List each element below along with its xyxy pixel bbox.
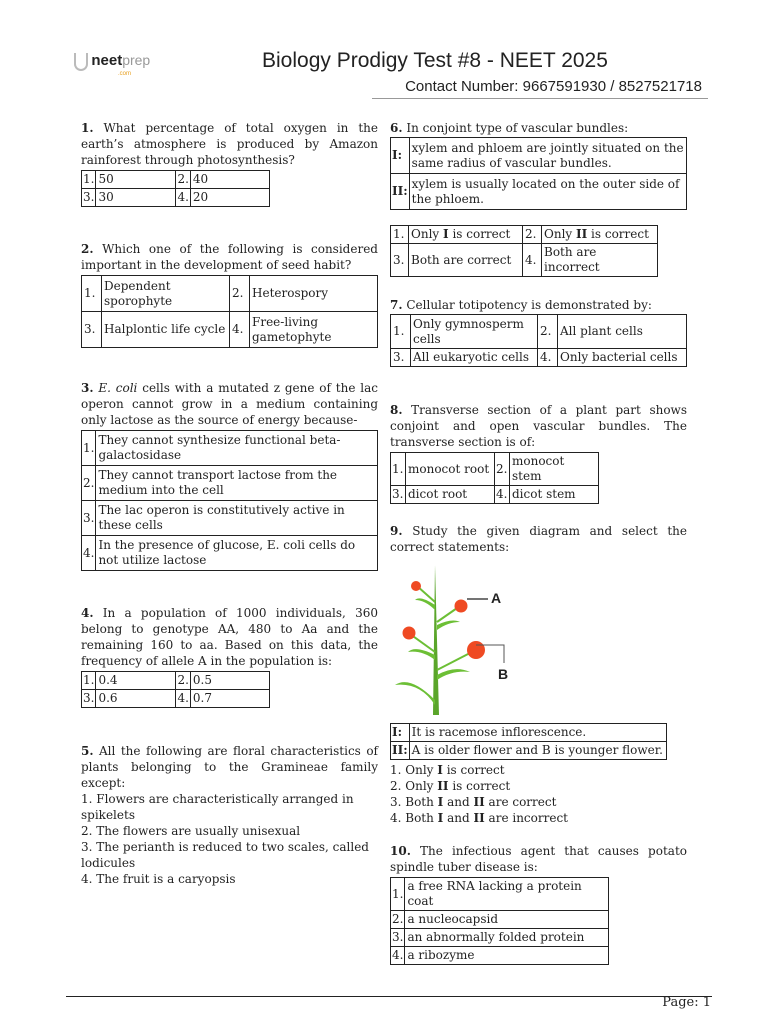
- option[interactable]: Both are correct: [409, 244, 523, 277]
- question-4: 4. In a population of 1000 individuals, 360 belong to genotype AA, 480 to Aa and the remaining 160 to aa. Based on this data, the frequency of allele A in the population is:: [81, 606, 378, 668]
- flower: [403, 627, 416, 640]
- q2-options: 1. Dependent sporophyte 2. Heterospory 3. Halplontic life cycle 4. Free-living gametophyte: [81, 275, 378, 348]
- option[interactable]: Only I is correct: [409, 226, 523, 244]
- leaf: [395, 682, 435, 705]
- option[interactable]: dicot stem: [510, 486, 599, 504]
- option[interactable]: 0.4: [96, 672, 176, 690]
- q4-options: 1. 0.4 2. 0.5 3. 0.6 4. 0.7: [81, 671, 270, 708]
- question-1: 1. What percentage of total oxygen in the earth’s atmosphere is produced by Amazon rainforest through photosynthesis?: [81, 121, 378, 167]
- option[interactable]: 30: [96, 189, 176, 207]
- plant-stem: [433, 565, 439, 715]
- option[interactable]: a ribozyme: [405, 947, 609, 965]
- option[interactable]: Halplontic life cycle: [102, 312, 230, 348]
- q3-options: 1. They cannot synthesize functional beta-galactosidase 2. They cannot transport lactose from the medium into the cell 3. The lac operon is constitutively active in these cells 4. In the presence of glucose, E. coli cells do not utilize lactose: [81, 430, 378, 571]
- q9-statements: I: It is racemose inflorescence. II: A is older flower and B is younger flower.: [390, 723, 667, 760]
- leaf: [437, 621, 460, 630]
- q10-options: 1. a free RNA lacking a protein coat 2. a nucleocapsid 3. an abnormally folded protein 4. a ribozyme: [390, 877, 609, 965]
- stethoscope-icon: [74, 53, 88, 71]
- option[interactable]: 2. Only II is correct: [390, 779, 511, 793]
- option[interactable]: In the presence of glucose, E. coli cells do not utilize lactose: [96, 536, 378, 571]
- option[interactable]: dicot root: [406, 486, 495, 504]
- option[interactable]: Heterospory: [250, 276, 378, 312]
- option[interactable]: a nucleocapsid: [405, 911, 609, 929]
- header-divider: [372, 98, 708, 99]
- label-b: B: [498, 666, 509, 682]
- q9-options: [390, 762, 687, 826]
- option[interactable]: monocot root: [406, 453, 495, 486]
- q1-options: 1. 50 2. 40 3. 30 4. 20: [81, 170, 270, 207]
- option[interactable]: All plant cells: [558, 315, 687, 349]
- option[interactable]: 0.7: [190, 690, 269, 708]
- option[interactable]: 1. Only I is correct: [390, 763, 505, 777]
- option[interactable]: an abnormally folded protein: [405, 929, 609, 947]
- q8-options: 1. monocot root 2. monocot stem 3. dicot root 4. dicot stem: [390, 452, 599, 504]
- question-2: 2. Which one of the following is considered important in the development of seed habit?: [81, 242, 378, 272]
- contact-number: Contact Number: 9667591930 / 8527521718: [405, 78, 702, 95]
- option[interactable]: 0.5: [190, 672, 269, 690]
- option[interactable]: The lac operon is constitutively active in these cells: [96, 501, 378, 536]
- plant-diagram: [390, 560, 540, 720]
- question-5: 5. All the following are floral characteristics of plants belonging to the Gramineae family except: 1. Flowers are characteristically arranged in spikelets 2. The flowers are usually unisexual 3. The perianth is reduced to two scales, called lodicules 4. The fruit is a caryopsis: [81, 744, 378, 886]
- option[interactable]: monocot stem: [510, 453, 599, 486]
- option[interactable]: Free-living gametophyte: [250, 312, 378, 348]
- q6-statements: I: xylem and phloem are jointly situated on the same radius of vascular bundles. II: xylem is usually located on the outer side of the phloem.: [390, 137, 687, 210]
- question-9: 9. Study the given diagram and select the correct statements:: [390, 524, 687, 554]
- option[interactable]: They cannot transport lactose from the medium into the cell: [96, 466, 378, 501]
- flower: [411, 581, 421, 591]
- label-a: A: [491, 590, 502, 606]
- option[interactable]: Dependent sporophyte: [102, 276, 230, 312]
- logo: neetprep .com: [74, 52, 150, 71]
- option[interactable]: 3. Both I and II are correct: [390, 795, 557, 809]
- flower-a: [455, 600, 468, 613]
- option[interactable]: They cannot synthesize functional beta-galactosidase: [96, 431, 378, 466]
- option[interactable]: Only II is correct: [542, 226, 658, 244]
- option[interactable]: 1. Flowers are characteristically arranged in spikelets: [81, 792, 354, 822]
- leaf: [437, 669, 470, 680]
- q7-options: 1. Only gymnosperm cells 2. All plant cells 3. All eukaryotic cells 4. Only bacterial cells: [390, 314, 687, 367]
- option[interactable]: 4. Both I and II are incorrect: [390, 811, 568, 825]
- option[interactable]: Only gymnosperm cells: [411, 315, 538, 349]
- question-7: 7. Cellular totipotency is demonstrated by:: [390, 298, 652, 312]
- option[interactable]: 2. The flowers are usually unisexual: [81, 824, 301, 838]
- question-10: 10. The infectious agent that causes potato spindle tuber disease is:: [390, 844, 687, 874]
- footer-divider: [66, 996, 712, 997]
- option[interactable]: 3. The perianth is reduced to two scales, called lodicules: [81, 840, 369, 870]
- option[interactable]: 4. The fruit is a caryopsis: [81, 872, 236, 886]
- question-8: 8. Transverse section of a plant part shows conjoint and open vascular bundles. The transverse section is of:: [390, 403, 687, 449]
- option[interactable]: All eukaryotic cells: [411, 349, 538, 367]
- question-6: 6. In conjoint type of vascular bundles:: [390, 121, 629, 135]
- question-3: 3. E. coli cells with a mutated z gene of the lac operon cannot grow in a medium containing only lactose as the source of energy because-: [81, 381, 378, 427]
- q6-options: 1. Only I is correct 2. Only II is correct 3. Both are correct 4. Both are incorrect: [390, 225, 658, 277]
- page-title: Biology Prodigy Test #8 - NEET 2025: [262, 49, 608, 72]
- option[interactable]: a free RNA lacking a protein coat: [405, 878, 609, 911]
- option[interactable]: 40: [190, 171, 269, 189]
- option[interactable]: 50: [96, 171, 176, 189]
- page-number: Page: 1: [662, 995, 711, 1010]
- option[interactable]: Only bacterial cells: [558, 349, 687, 367]
- option[interactable]: 20: [190, 189, 269, 207]
- flower-b: [467, 641, 485, 659]
- option[interactable]: Both are incorrect: [542, 244, 658, 277]
- option[interactable]: 0.6: [96, 690, 176, 708]
- leaf: [408, 649, 435, 660]
